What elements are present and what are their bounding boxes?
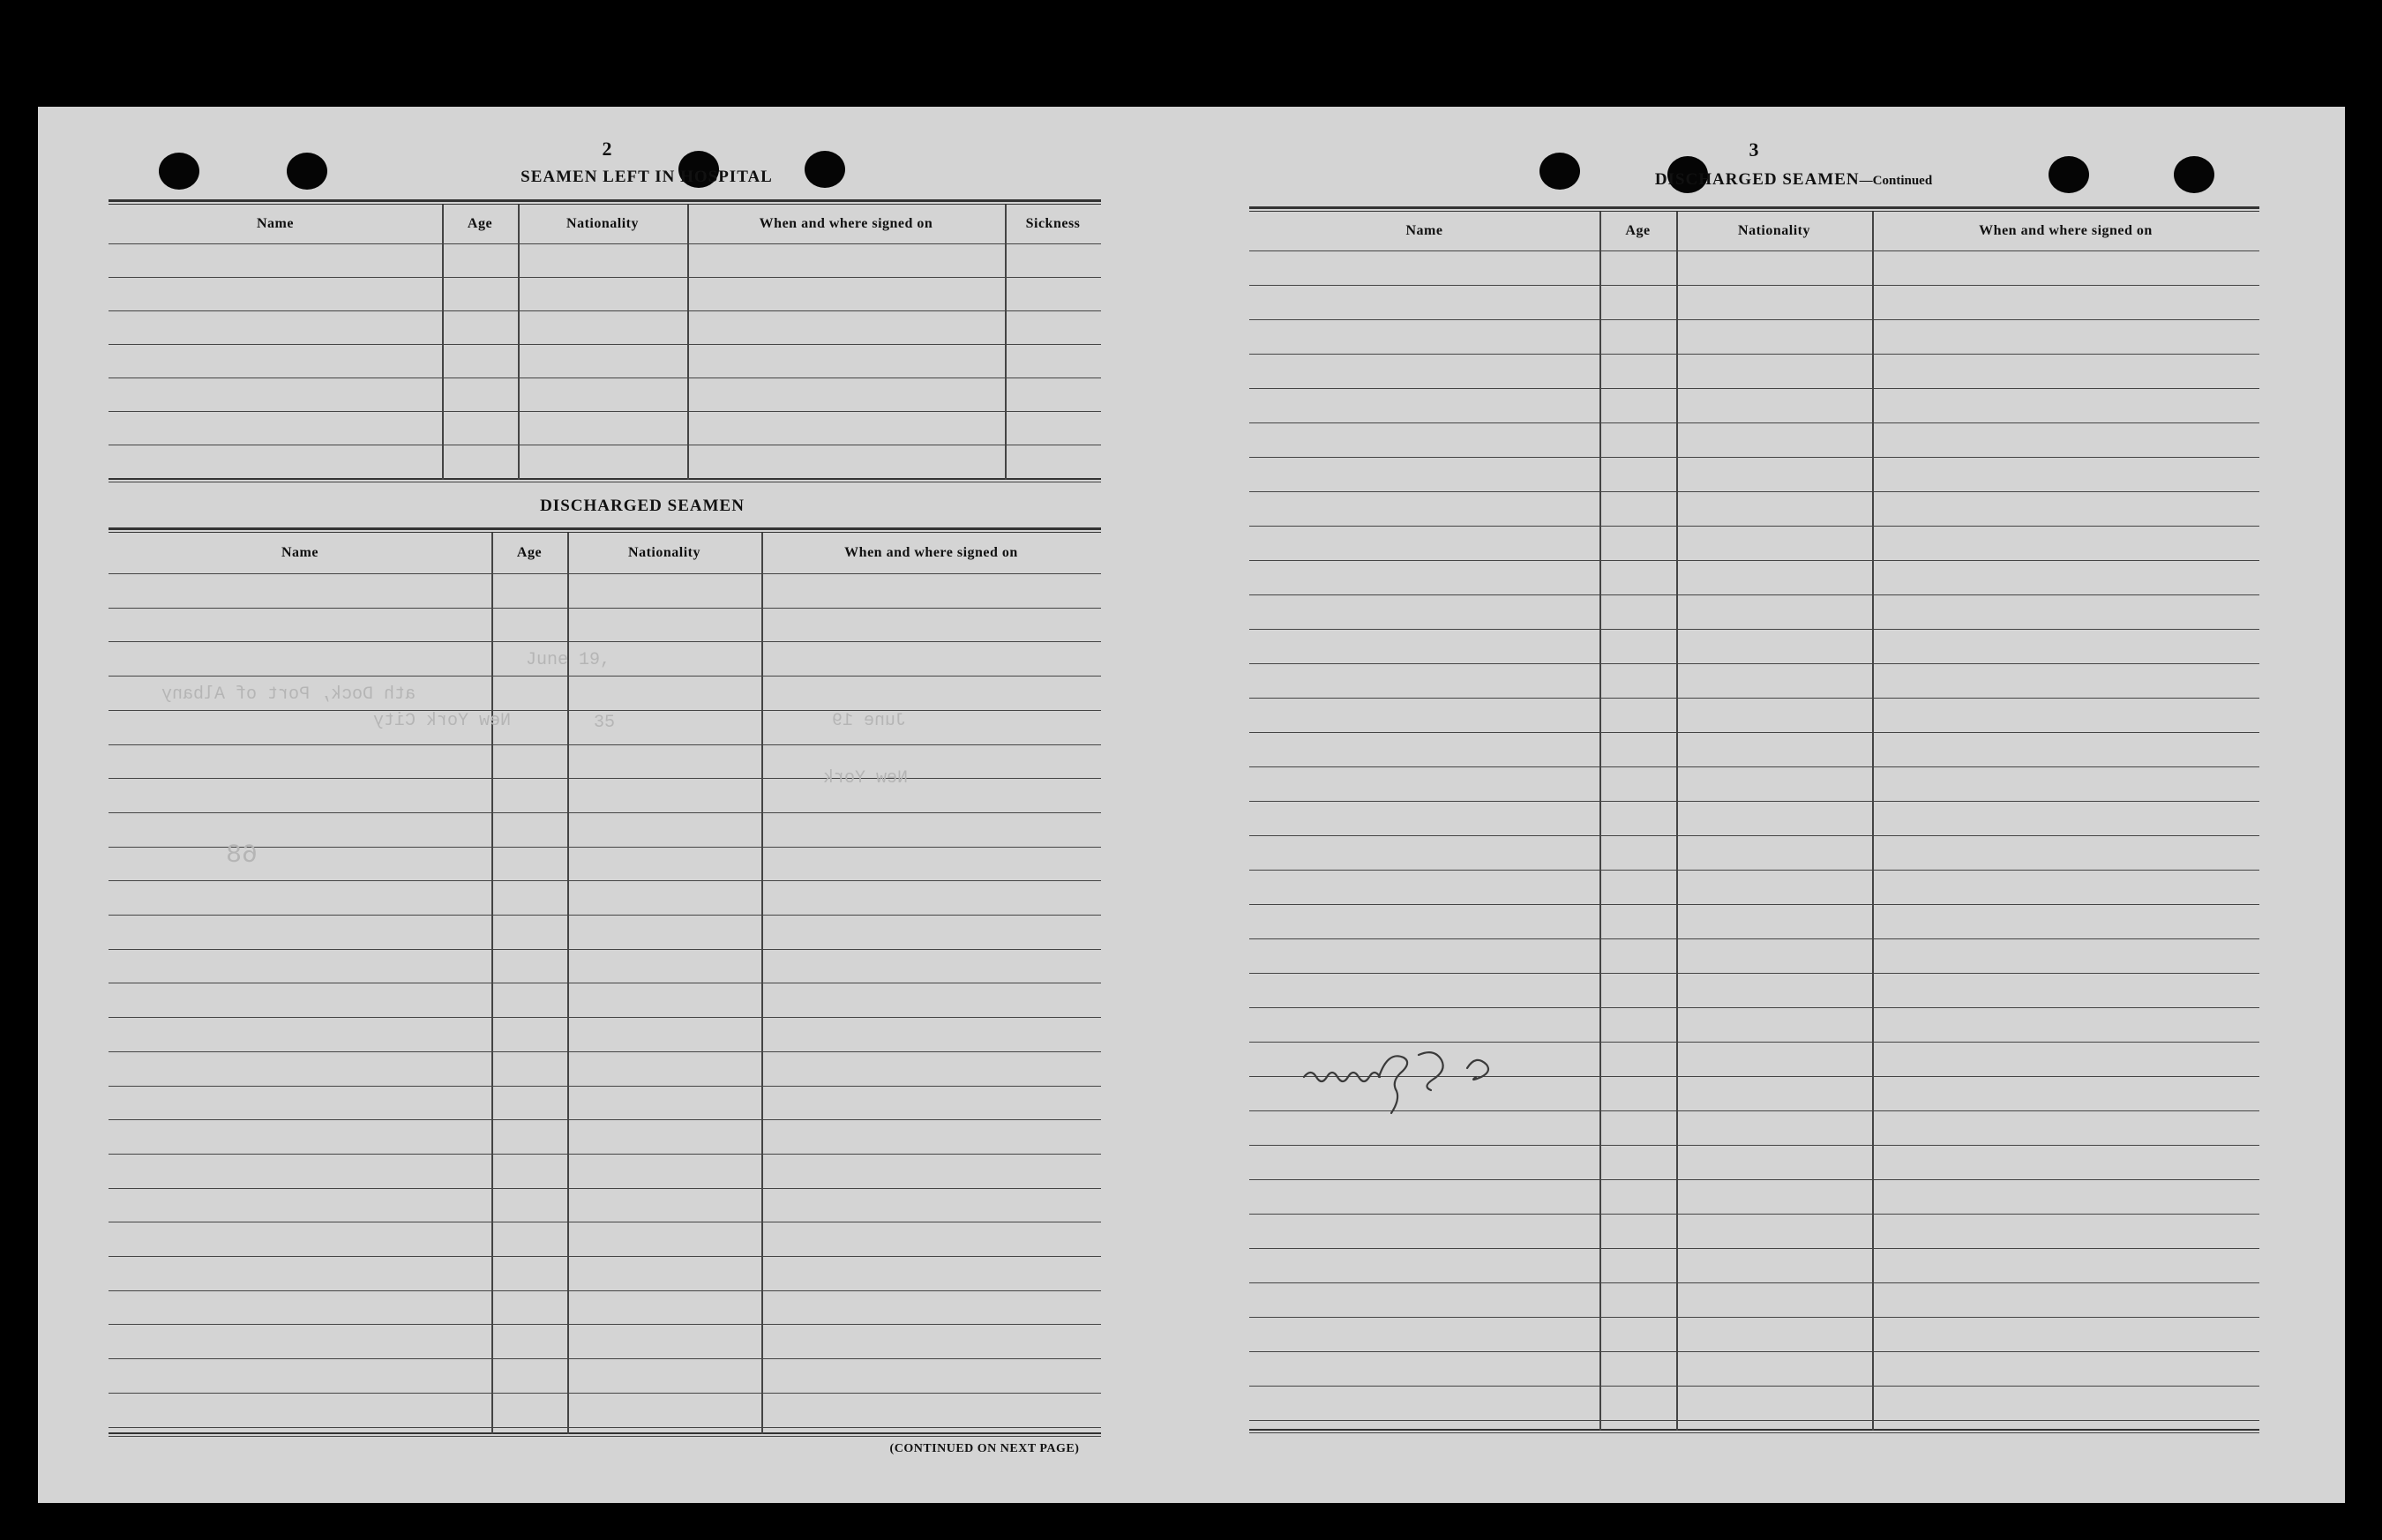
table-row-rule xyxy=(109,641,1101,642)
table-top-rule xyxy=(1249,211,2259,212)
continued-footer: (CONTINUED ON NEXT PAGE) xyxy=(889,1442,1080,1455)
table-row-rule xyxy=(109,1393,1101,1394)
bleed-through-text: 68 xyxy=(226,841,258,871)
table-row-rule xyxy=(1249,1145,2259,1146)
document-paper xyxy=(38,107,2345,1503)
table-row-rule xyxy=(109,1017,1101,1018)
discharged-section-title: DISCHARGED SEAMEN xyxy=(540,497,745,515)
table-row-rule xyxy=(109,1086,1101,1087)
table-row-rule xyxy=(1249,973,2259,974)
table-row-rule xyxy=(1249,1214,2259,1215)
column-header: Nationality xyxy=(566,216,639,231)
column-header: Name xyxy=(257,216,294,231)
table-row-rule xyxy=(1249,766,2259,767)
title-suffix: —Continued xyxy=(1859,174,1933,188)
table-row-rule xyxy=(109,608,1101,609)
column-divider xyxy=(1599,212,1601,1431)
column-header: Nationality xyxy=(628,545,700,560)
bleed-through-text: June 19 xyxy=(832,711,907,731)
table-row-rule xyxy=(1249,629,2259,630)
table-row-rule xyxy=(1249,801,2259,802)
column-header: When and where signed on xyxy=(759,216,933,231)
signature-icon xyxy=(1295,1028,1577,1117)
table-row-rule xyxy=(109,411,1101,412)
table-row-rule xyxy=(1249,560,2259,561)
table-row-rule xyxy=(109,310,1101,311)
table-row-rule xyxy=(109,1256,1101,1257)
table-row-rule xyxy=(1249,1179,2259,1180)
punch-hole xyxy=(159,153,199,190)
table-row-rule xyxy=(1249,354,2259,355)
hospital-section-title: SEAMEN LEFT IN HOSPITAL xyxy=(521,168,773,186)
table-bottom-rule xyxy=(109,1432,1101,1434)
table-row-rule xyxy=(109,344,1101,345)
table-row-rule xyxy=(109,880,1101,881)
table-row-rule xyxy=(1249,285,2259,286)
discharged-continued-title xyxy=(1485,170,2102,190)
table-row-rule xyxy=(1249,526,2259,527)
table-row-rule xyxy=(1249,1386,2259,1387)
bleed-through-text: New York xyxy=(823,768,909,789)
column-header: Name xyxy=(1405,223,1443,238)
table-row-rule xyxy=(1249,1248,2259,1249)
page-number-left: 2 xyxy=(602,138,612,160)
table-bottom-rule xyxy=(1249,1429,2259,1431)
discharged-continued-table xyxy=(1249,206,2259,1432)
table-row-rule xyxy=(109,744,1101,745)
table-top-rule xyxy=(109,199,1101,202)
table-row-rule xyxy=(109,1290,1101,1291)
bleed-through-text: 35 xyxy=(594,713,616,733)
table-row-rule xyxy=(1249,457,2259,458)
column-header: Name xyxy=(281,545,318,560)
table-top-rule xyxy=(1249,206,2259,209)
table-bottom-rule xyxy=(109,478,1101,480)
table-bottom-rule xyxy=(1249,1432,2259,1433)
column-header: Age xyxy=(1625,223,1651,238)
column-divider xyxy=(1676,212,1678,1431)
table-row-rule xyxy=(1249,663,2259,664)
column-header: Nationality xyxy=(1738,223,1810,238)
punch-hole xyxy=(287,153,327,190)
table-row-rule xyxy=(109,1119,1101,1120)
column-header: Age xyxy=(467,216,493,231)
table-row-rule xyxy=(109,1051,1101,1052)
column-header: Age xyxy=(516,545,543,560)
column-divider xyxy=(761,533,763,1434)
table-row-rule xyxy=(1249,422,2259,423)
table-row-rule xyxy=(1249,319,2259,320)
table-row-rule xyxy=(1249,938,2259,939)
column-divider xyxy=(687,205,689,480)
table-row-rule xyxy=(1249,594,2259,595)
table-row-rule xyxy=(1249,1420,2259,1421)
table-row-rule xyxy=(109,1427,1101,1428)
column-header: When and where signed on xyxy=(844,545,1018,560)
table-top-rule xyxy=(109,527,1101,530)
table-row-rule xyxy=(109,812,1101,813)
table-row-rule xyxy=(109,915,1101,916)
table-row-rule xyxy=(1249,1282,2259,1283)
table-row-rule xyxy=(109,1154,1101,1155)
column-divider xyxy=(518,205,520,480)
table-row-rule xyxy=(1249,1317,2259,1318)
table-row-rule xyxy=(1249,1007,2259,1008)
column-divider xyxy=(1005,205,1007,480)
table-bottom-rule xyxy=(109,1436,1101,1437)
column-divider xyxy=(442,205,444,480)
table-row-rule xyxy=(109,710,1101,711)
bleed-through-text: ath Dock, Port of Albany xyxy=(161,684,416,705)
table-row-rule xyxy=(1249,835,2259,836)
table-row-rule xyxy=(1249,1351,2259,1352)
table-row-rule xyxy=(109,277,1101,278)
page-number-right: 3 xyxy=(1749,138,1759,161)
table-row-rule xyxy=(109,676,1101,677)
table-row-rule xyxy=(1249,904,2259,905)
table-row-rule xyxy=(109,778,1101,779)
header-rule xyxy=(109,573,1101,574)
header-rule xyxy=(109,243,1101,244)
table-row-rule xyxy=(109,1188,1101,1189)
table-row-rule xyxy=(109,949,1101,950)
column-divider xyxy=(1872,212,1874,1431)
table-row-rule xyxy=(109,1358,1101,1359)
table-row-rule xyxy=(109,1324,1101,1325)
table-top-rule xyxy=(109,532,1101,533)
bleed-through-text: New York City xyxy=(373,711,512,731)
hospital-table xyxy=(109,199,1101,482)
column-header: When and where signed on xyxy=(1979,223,2153,238)
column-divider xyxy=(491,533,493,1434)
bleed-through-text: June 19, xyxy=(526,650,611,670)
table-top-rule xyxy=(109,204,1101,205)
column-header: Sickness xyxy=(1025,216,1081,231)
header-rule xyxy=(1249,250,2259,251)
table-row-rule xyxy=(1249,491,2259,492)
title-main: DISCHARGED SEAMEN xyxy=(1654,170,1860,189)
table-row-rule xyxy=(1249,698,2259,699)
table-row-rule xyxy=(1249,870,2259,871)
table-row-rule xyxy=(1249,732,2259,733)
punch-hole xyxy=(2174,156,2214,193)
table-row-rule xyxy=(1249,388,2259,389)
